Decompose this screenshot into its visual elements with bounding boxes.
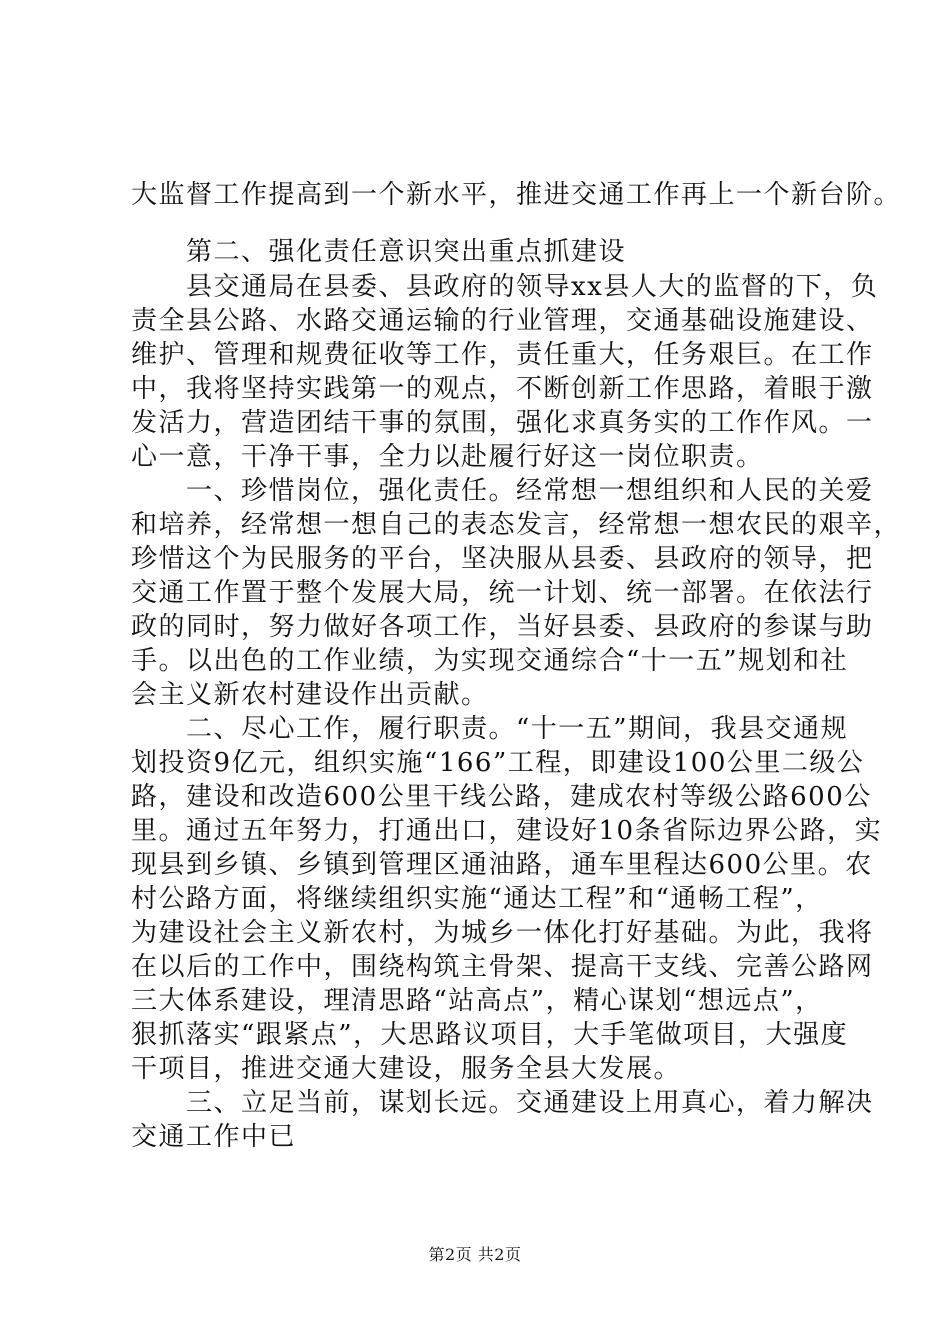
text-line: 三、立足当前，谋划长远。交通建设上用真心，着力解决 xyxy=(131,1088,874,1118)
text-line: 县交通局在县委、县政府的领导xx县人大的监督的下，负 xyxy=(131,272,879,302)
text-line: 政的同时，努力做好各项工作，当好县委、县政府的参谋与助 xyxy=(131,612,874,642)
text-line: 维护、管理和规费征收等工作，责任重大，任务艰巨。在工作 xyxy=(131,340,874,370)
section-heading: 第二、强化责任意识突出重点抓建设 xyxy=(131,237,627,267)
text-line: 和培养，经常想一想自己的表态发言，经常想一想农民的艰辛， xyxy=(131,510,902,540)
text-line: 现县到乡镇、乡镇到管理区通油路，通车里程达600公里。农 xyxy=(131,850,873,880)
text-line: 村公路方面，将继续组织实施“通达工程”和“通畅工程”， xyxy=(131,884,823,914)
text-line: 心一意，干净干事，全力以赴履行好这一岗位职责。 xyxy=(131,442,764,472)
text-line: 交通工作中已 xyxy=(131,1122,297,1152)
text-line: 在以后的工作中，围绕构筑主骨架、提高干支线、完善公路网 xyxy=(131,952,874,982)
text-line: 中，我将坚持实践第一的观点，不断创新工作思路，着眼于激 xyxy=(131,374,874,404)
text-line: 路，建设和改造600公里干线公路，建成农村等级公路600公 xyxy=(131,782,872,812)
text-line: 手。以出色的工作业绩，为实现交通综合“十一五”规划和社 xyxy=(131,646,849,676)
text-line: 大监督工作提高到一个新水平，推进交通工作再上一个新台阶。 xyxy=(131,180,902,210)
text-line: 三大体系建设，理清思路“站高点”，精心谋划“想远点”， xyxy=(131,986,823,1016)
text-line: 交通工作置于整个发展大局，统一计划、统一部署。在依法行 xyxy=(131,578,874,608)
text-line: 里。通过五年努力，打通出口，建设好10条省际边界公路，实 xyxy=(131,816,883,846)
text-line: 干项目，推进交通大建设，服务全县大发展。 xyxy=(131,1054,682,1084)
text-line: 发活力，营造团结干事的氛围，强化求真务实的工作作风。一 xyxy=(131,408,874,438)
text-line: 狠抓落实“跟紧点”，大思路议项目，大手笔做项目，大强度 xyxy=(131,1020,849,1050)
page-number: 第2页 共2页 xyxy=(428,1245,522,1264)
text-line: 为建设社会主义新农村，为城乡一体化打好基础。为此，我将 xyxy=(131,918,874,948)
text-line: 责全县公路、水路交通运输的行业管理，交通基础设施建设、 xyxy=(131,306,874,336)
text-line: 划投资9亿元，组织实施“166”工程，即建设100公里二级公 xyxy=(131,748,865,778)
text-line: 珍惜这个为民服务的平台，坚决服从县委、县政府的领导，把 xyxy=(131,544,874,574)
text-line: 会主义新农村建设作出贡献。 xyxy=(131,680,489,710)
text-line: 一、珍惜岗位，强化责任。经常想一想组织和人民的关爱 xyxy=(131,476,874,506)
text-line: 二、尽心工作，履行职责。“十一五”期间，我县交通规 xyxy=(131,714,849,744)
